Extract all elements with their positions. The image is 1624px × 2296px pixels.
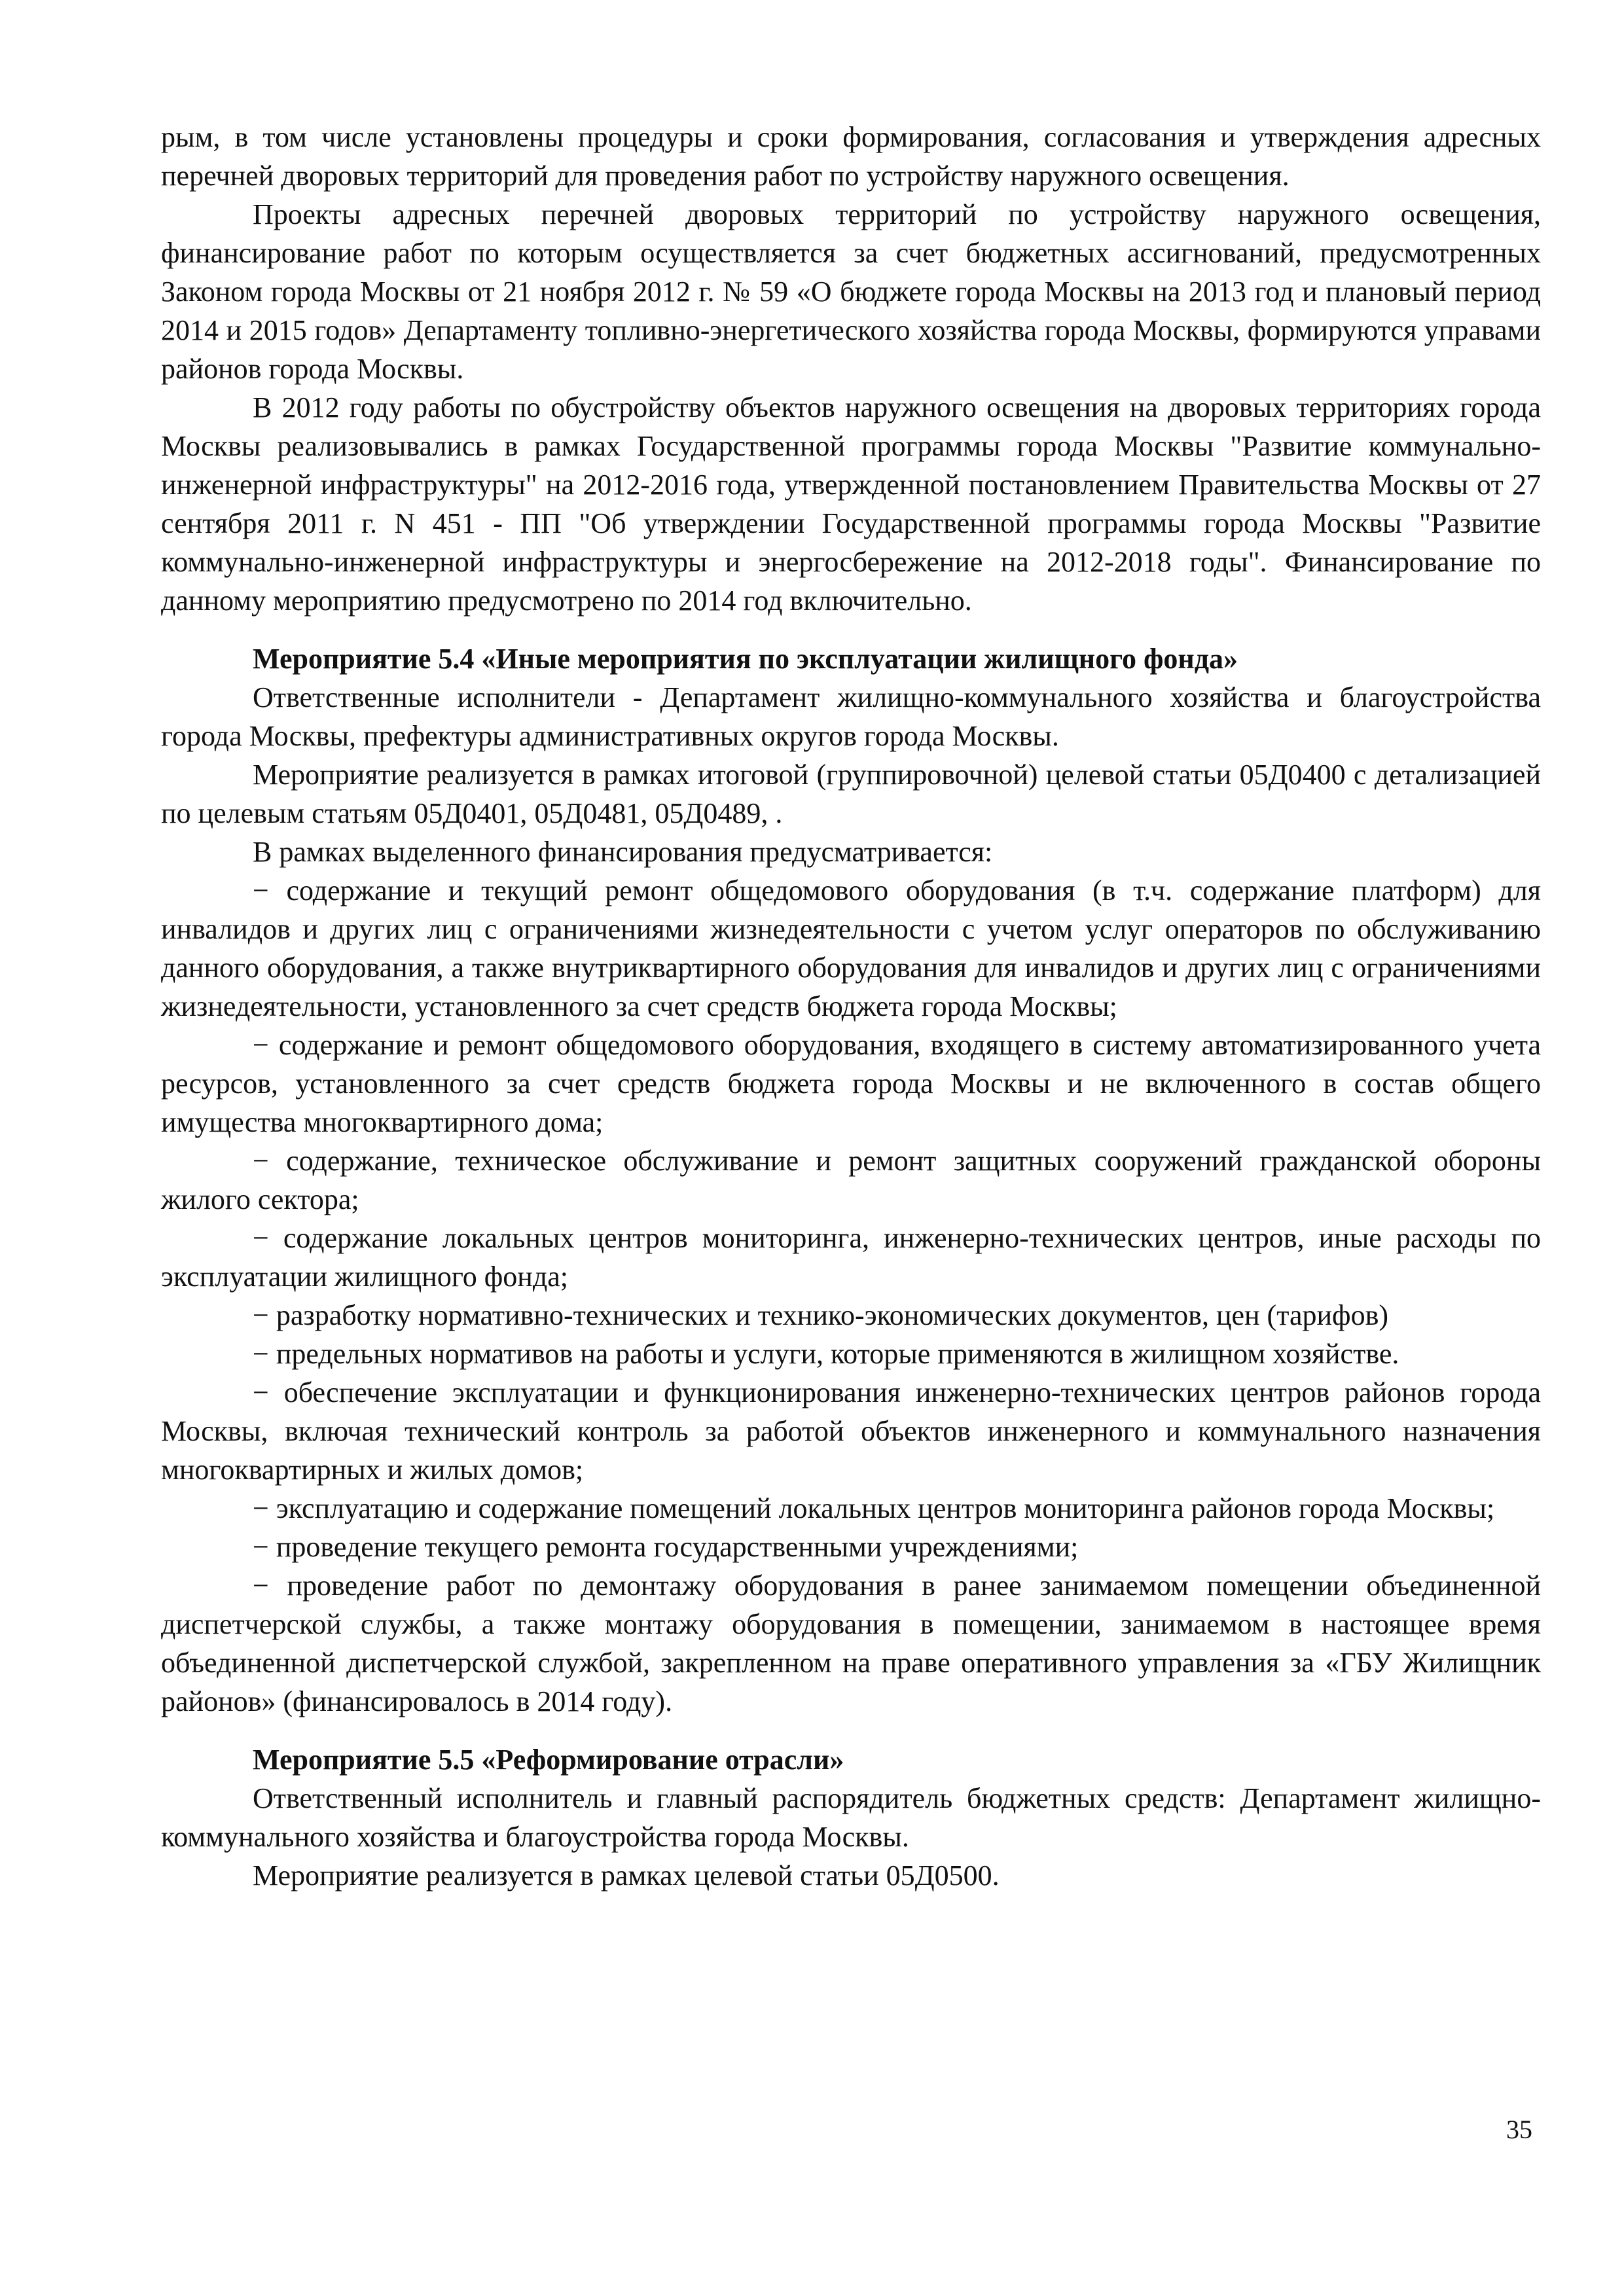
list-item: − содержание, техническое обслуживание и ремонт защитных сооружений гражданской обороны жилого сектора; [161,1145,1541,1215]
list-item: − содержание локальных центров мониторинга, инженерно-технических центров, иные расходы по эксплуатации жилищного фонда; [161,1222,1541,1293]
list-item: − предельных нормативов на работы и услуги, которые применяются в жилищном хозяйстве. [253,1338,1399,1370]
list-item: − эксплуатацию и содержание помещений локальных центров мониторинга районов города Москвы; [253,1492,1495,1524]
paragraph: В рамках выделенного финансирования предусматривается: [253,836,993,868]
paragraph: Мероприятие реализуется в рамках целевой статьи 05Д0500. [253,1859,1000,1892]
paragraph: В 2012 году работы по обустройству объектов наружного освещения на дворовых территориях города Москвы реализовывались в рамках Государственной программы города Москвы "Развитие коммунально-инженерной инфраструктуры" на 2012-2016 года, утвержденной постановлением Правительства Москвы от 27 сентября 2011 г. N 451 - ПП "Об утверждении Государственной программы города Москвы "Развитие коммунально-инженерной инфраструктуры и энергосбережение на 2012-2018 годы". Финансирование по данному мероприятию предусмотрено по 2014 год включительно. [161,391,1541,617]
list-item: − разработку нормативно-технических и технико-экономических документов, цен (тарифов) [253,1299,1388,1331]
list-item: − проведение работ по демонтажу оборудования в ранее занимаемом помещении объединенной диспетчерской службы, а также монтажу оборудования в помещении, занимаемом в настоящее время объединенной диспетчерской службой, закрепленном на праве оперативного управления за «ГБУ Жилищник районов» (финансировалось в 2014 году). [161,1570,1541,1717]
document-page [161,118,1541,1895]
section-heading-5-4: Мероприятие 5.4 «Иные мероприятия по эксплуатации жилищного фонда» [253,643,1238,675]
paragraph: Мероприятие реализуется в рамках итоговой (группировочной) целевой статьи 05Д0400 с детализацией по целевым статьям 05Д0401, 05Д0481, 05Д0489, . [161,759,1541,829]
paragraph: Ответственный исполнитель и главный распорядитель бюджетных средств: Департамент жилищно-коммунального хозяйства и благоустройства города Москвы. [161,1782,1541,1853]
page-number: 35 [1506,2115,1532,2144]
paragraph: рым, в том числе установлены процедуры и сроки формирования, согласования и утверждения адресных перечней дворовых территорий для проведения работ по устройству наружного освещения. [161,121,1541,192]
paragraph: Проекты адресных перечней дворовых территорий по устройству наружного освещения, финансирование работ по которым осуществляется за счет бюджетных ассигнований, предусмотренных Законом города Москвы от 21 ноября 2012 г. № 59 «О бюджете города Москвы на 2013 год и плановый период 2014 и 2015 годов» Департаменту топливно-энергетического хозяйства города Москвы, формируются управами районов города Москвы. [161,198,1541,385]
paragraph: Ответственные исполнители - Департамент жилищно-коммунального хозяйства и благоустройства города Москвы, префектуры административных округов города Москвы. [161,681,1541,752]
list-item: − содержание и текущий ремонт общедомового оборудования (в т.ч. содержание платформ) для инвалидов и других лиц с ограничениями жизнедеятельности с учетом услуг операторов по обслуживанию данного оборудования, а также внутриквартирного оборудования для инвалидов и других лиц с ограничениями жизнедеятельности, установленного за счет средств бюджета города Москвы; [161,874,1541,1022]
list-item: − обеспечение эксплуатации и функционирования инженерно-технических центров районов города Москвы, включая технический контроль за работой объектов инженерного и коммунального назначения многоквартирных и жилых домов; [161,1376,1541,1486]
list-item: − содержание и ремонт общедомового оборудования, входящего в систему автоматизированного учета ресурсов, установленного за счет средств бюджета города Москвы и не включенного в состав общего имущества многоквартирного дома; [161,1029,1541,1138]
spacer [161,1721,1541,1740]
list-item: − проведение текущего ремонта государственными учреждениями; [253,1531,1079,1563]
section-heading-5-5: Мероприятие 5.5 «Реформирование отрасли» [253,1744,844,1776]
spacer [161,620,1541,639]
